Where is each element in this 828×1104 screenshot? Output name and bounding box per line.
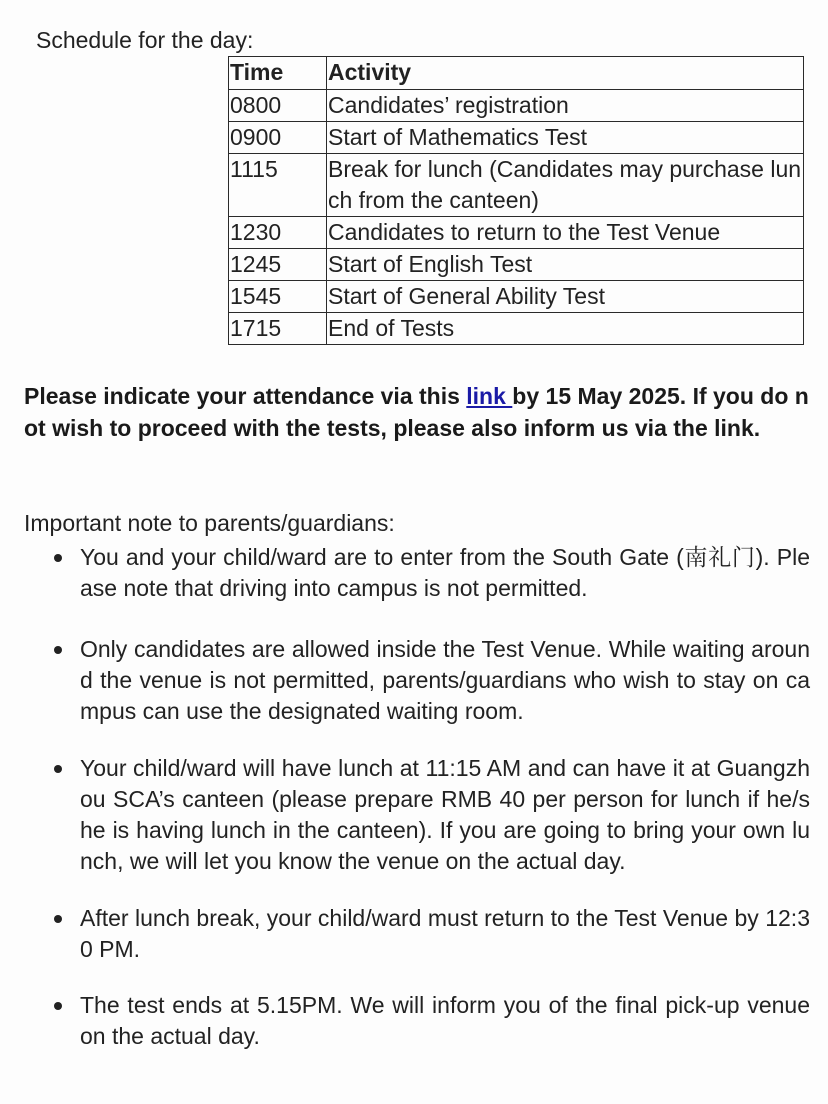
bullet-icon — [54, 915, 62, 923]
schedule-table — [228, 56, 804, 345]
activity-column-header: Activity — [327, 57, 804, 90]
time-cell: 1230 — [229, 217, 327, 249]
note-text: Only candidates are allowed inside the Test Venue. While waiting around the venue is not permitted, parents/guardians who wish to stay on campus can use the designated waiting room. — [80, 636, 810, 724]
table-row — [229, 154, 804, 217]
activity-cell: Start of General Ability Test — [327, 281, 804, 313]
table-header-row — [229, 57, 804, 90]
table-row — [229, 217, 804, 249]
activity-cell: Start of Mathematics Test — [327, 122, 804, 154]
notice-text-after-link: by 15 May 2025. If you do not wish to proceed with the tests, please also inform us via the link. — [24, 383, 809, 441]
list-item — [52, 753, 810, 877]
time-cell: 1715 — [229, 313, 327, 345]
note-text: The test ends at 5.15PM. We will inform you of the final pick-up venue on the actual day. — [80, 992, 810, 1049]
activity-cell: Start of English Test — [327, 249, 804, 281]
time-cell: 0800 — [229, 90, 327, 122]
note-text: After lunch break, your child/ward must return to the Test Venue by 12:30 PM. — [80, 905, 810, 962]
activity-cell: Candidates to return to the Test Venue — [327, 217, 804, 249]
notice-text-before-link: Please indicate your attendance via this — [24, 383, 467, 409]
table-row — [229, 122, 804, 154]
list-item — [52, 634, 810, 727]
time-cell: 1545 — [229, 281, 327, 313]
schedule-heading: Schedule for the day: — [36, 27, 254, 53]
bullet-icon — [54, 1002, 62, 1010]
note-text: You and your child/ward are to enter from the South Gate (南礼门). Please note that driving into campus is not permitted. — [80, 544, 810, 601]
list-item — [52, 903, 810, 965]
bullet-icon — [54, 646, 62, 654]
time-cell: 1115 — [229, 154, 327, 217]
table-row — [229, 90, 804, 122]
bullet-icon — [54, 765, 62, 773]
time-cell: 1245 — [229, 249, 327, 281]
activity-cell: Candidates’ registration — [327, 90, 804, 122]
time-cell: 0900 — [229, 122, 327, 154]
bullet-icon — [54, 554, 62, 562]
table-row — [229, 249, 804, 281]
activity-cell: Break for lunch (Candidates may purchase lunch from the canteen) — [327, 154, 804, 217]
notes-title: Important note to parents/guardians: — [24, 510, 395, 536]
table-row — [229, 313, 804, 345]
attendance-notice — [24, 380, 814, 444]
activity-cell: End of Tests — [327, 313, 804, 345]
table-row — [229, 281, 804, 313]
attendance-link[interactable]: link — [466, 383, 513, 409]
list-item — [52, 990, 810, 1052]
note-text: Your child/ward will have lunch at 11:15 AM and can have it at Guangzhou SCA’s canteen (please prepare RMB 40 per person for lunch if he/she is having lunch in the canteen). If you are going to bring your own lunch, we will let you know the venue on the actual day. — [80, 755, 810, 874]
time-column-header: Time — [229, 57, 327, 90]
list-item — [52, 542, 810, 604]
